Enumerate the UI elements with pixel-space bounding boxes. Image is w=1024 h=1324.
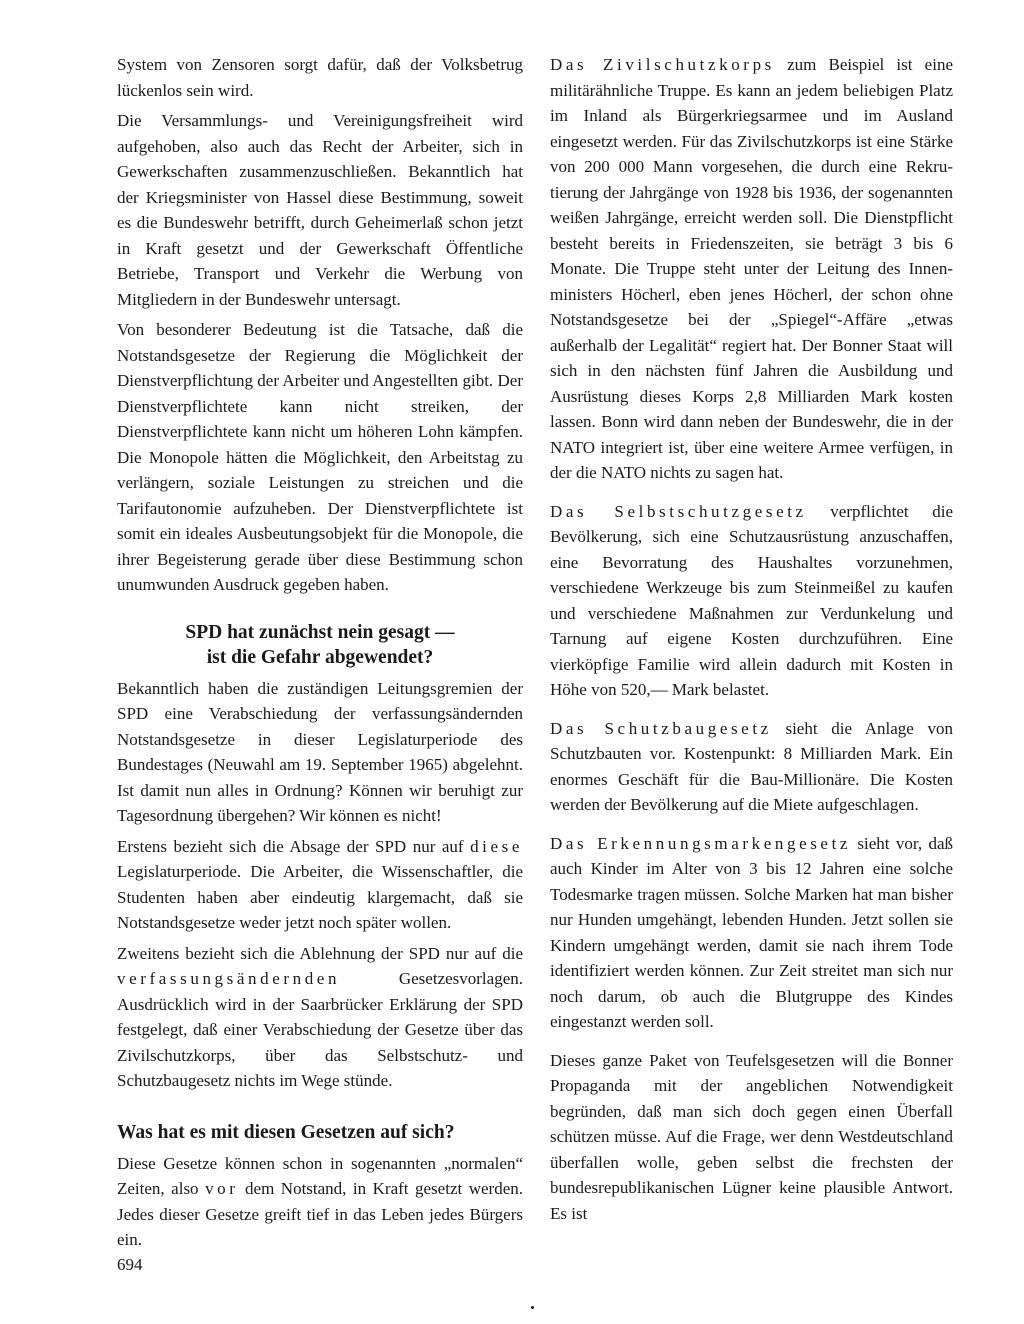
emphasis: vor	[205, 1179, 239, 1198]
paragraph: Zweitens bezieht sich die Ablehnung der SPD nur auf die verfassungsändernden Gesetzesvorlagen. Ausdrücklich wird in der Saarbrücker Erklärung der SPD festgelegt, daß einer Verabschiedung der Gesetze über das Zivilschutzkorps, über das Selbstschutz- und Schutzbaugesetz nichts im Wege stünde.	[117, 943, 523, 1090]
paragraph: Dieses ganze Paket von Teufelsgesetzen will die Bonner Propaganda mit der angeblichen Notwendigkeit begründen, daß man sich doch gegen einen Überfall schützen müsse. Auf die Frage, wer denn Westdeutschland überfallen wolle, geben selbst die frechsten der bundesrepublikanischen Lügner keine plausible Antwort. Es ist	[550, 1050, 953, 1223]
section-heading: Was hat es mit diesen Gesetzen auf sich?	[117, 1121, 455, 1143]
paragraph: Die Versammlungs- und Vereinigungsfreiheit wird aufgehoben, also auch das Recht der Arbeiter, sich in Gewerkschaften zusammenzuschließen. Bekanntlich hat der Kriegsminister von Hassel diese Bestimmung, soweit es die Bundeswehr betrifft, durch Geheimerlaß schon jetzt in Kraft gesetzt und der Gewerkschaft Öffentliche Betriebe, Transport und Verkehr die Werbung von Mitgliedern in der Bundeswehr untersagt.	[117, 111, 523, 309]
paragraph: Das Zivilschutzkorps zum Beispiel ist eine militärähnliche Truppe. Es kann an jedem beliebigen Platz im Inland als Bürgerkriegsarmee und im Ausland eingesetzt werden. Für das Zivilschutzkorps ist eine Stärke von 200 000 Mann vorgesehen, die durch eine Rekrutierung der Jahrgänge von 1928 bis 1936, der sogenannten weißen Jahrgänge, erreicht werden soll. Die Dienstpflicht besteht bereits in Friedenszeiten, sie beträgt 3 bis 6 Monate. Die Truppe steht unter der Leitung des Innenministers Höcherl, eben jenes Höcherl, der schon ohne Notstandsgesetze bei der „Spiegel“-Affäre „etwas außerhalb der Legalität“ regiert hat. Der Bonner Staat will sich in den nächsten fünf Jahren die Ausbildung und Ausrüstung dieses Korps 2,8 Milliarden Mark kosten lassen. Bonn wird dann neben der Bundeswehr, die in der NATO integriert ist, über eine weitere Armee verfügen, in der die NATO nichts zu sagen hat.	[550, 55, 953, 482]
emphasis: Das Zivilschutzkorps	[550, 55, 775, 74]
page-number: 694	[117, 1255, 143, 1274]
paragraph: Das Erkennungsmarkengesetz sieht vor, daß auch Kinder im Alter von 3 bis 12 Jahren eine solche Todesmarke tragen müssen. Solche Marken hat man bisher nur Hunden umgehängt, lebenden Hunden. Jetzt sollen sie Kindern umgehängt werden, damit sie nach ihrem Tode identifiziert werden können. Zur Zeit streitet man sich nur noch darum, ob auch die Blutgruppe des Kindes eingestanzt werden soll.	[550, 833, 953, 1031]
left-column	[117, 52, 523, 1253]
emphasis: diese	[470, 836, 523, 856]
paragraph: Das Selbstschutzgesetz verpflichtet die Bevölkerung, sich eine Schutzausrüstung anzuschaffen, eine Bevorratung des Haushaltes vorzunehmen, verschiedene Werkzeuge bis zum Steinmeißel zu kaufen und verschiedene Maßnahmen zur Verdunkelung und Tarnung auf eigene Kosten durchzuführen. Eine vierköpfige Familie wird allein dadurch mit Kosten in Höhe von 520,— Mark belastet.	[550, 501, 953, 699]
paragraph: Das Schutzbaugesetz sieht die Anlage von Schutzbauten vor. Kostenpunkt: 8 Milliarden Mark. Ein enormes Geschäft für die Bau-Millionäre. Die Kosten werden der Bevölkerung auf die Miete aufgeschlagen.	[550, 718, 953, 814]
paragraph: Von besonderer Bedeutung ist die Tatsache, daß die Notstandsgesetze der Regierung die Möglichkeit der Dienstverpflichtung der Arbeiter und Angestellten gibt. Der Dienstverpflichtete kann nicht streiken, der Dienstverpflichtete kann nicht um höheren Lohn kämpfen. Die Monopole hätten die Möglichkeit, den Arbeitstag zu verlängern, soziale Leistungen zu streichen und die Tarifautonomie aufzuheben. Der Dienstverpflichtete ist somit ein ideales Ausbeutungsobjekt für die Monopole, die ihrer Begeisterung gerade über diese Bestimmung schon unumwunden Ausdruck gegeben haben.	[117, 320, 523, 594]
emphasis: Das Schutzbaugesetz	[550, 718, 772, 738]
paragraph: Bekanntlich haben die zuständigen Leitungsgremien der SPD eine Verabschiedung der verfassungsändernden Notstandsgesetze in dieser Legislaturperiode des Bundestages (Neuwahl am 19. September 1965) abgelehnt. Ist damit nun alles in Ordnung? Können wir beruhigt zur Tagesordnung übergehen? Wir können es nicht!	[117, 678, 523, 825]
paragraph: Diese Gesetze können schon in sogenannten „normalen“ Zeiten, also vor dem Notstand, in Kraft gesetzt werden. Jedes dieser Gesetze greift tief in das Leben jedes Bürgers ein.	[117, 1153, 523, 1249]
print-speck	[531, 1306, 534, 1309]
emphasis: Das Selbstschutzgesetz	[550, 501, 807, 521]
section-heading: SPD hat zunächst nein gesagt — ist die Gefahr abgewendet?	[185, 621, 455, 668]
emphasis: Das Erkennungsmarkengesetz	[550, 833, 852, 853]
paragraph: System von Zensoren sorgt dafür, daß der Volksbetrug lückenlos sein wird.	[117, 55, 523, 100]
paragraph: Erstens bezieht sich die Absage der SPD nur auf diese Legislaturperiode. Die Arbeiter, die Wissenschaftler, die Studenten haben aber eindeutig klargemacht, daß sie Notstandsgesetze weder jetzt noch später wollen.	[117, 836, 523, 932]
emphasis: verfassungsändernden	[117, 969, 341, 988]
right-column	[550, 52, 953, 1226]
